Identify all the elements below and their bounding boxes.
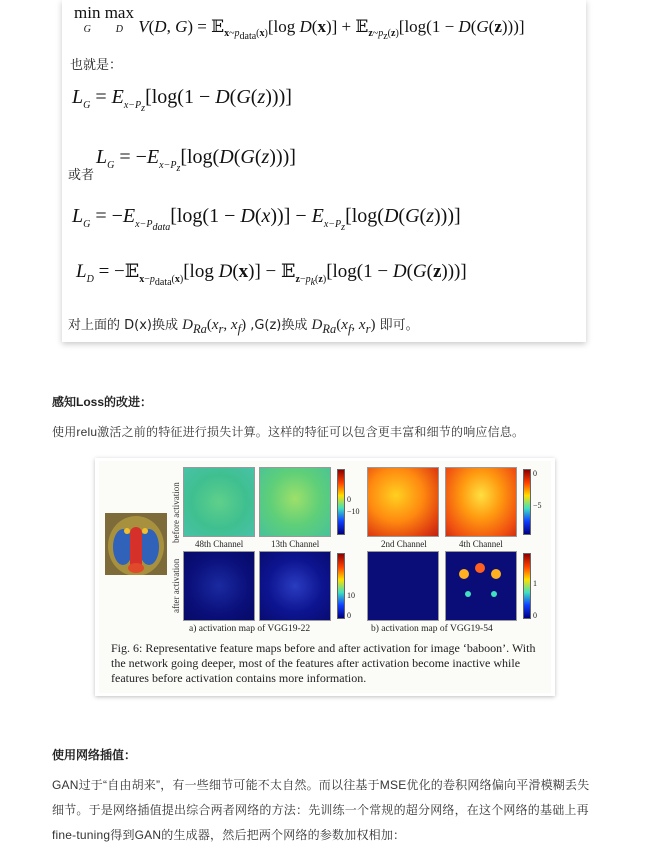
tick-a-top-1: −10	[347, 507, 360, 516]
also-text: 也就是：	[70, 58, 123, 73]
channel-label-4: 4th Channel	[459, 539, 503, 549]
ld-equation: $L_D$ = −𝔼$_{x-p_{data}(x)}$[log D(x)] − 𝔼$_{z-p_k(z)}$[log(1 − D(G(z)))]	[76, 261, 467, 288]
ra-pre-text: 对上面的 D(x)换成	[68, 318, 178, 333]
tile-a-after-48	[183, 551, 255, 621]
tick-a-bottom-1: 0	[347, 611, 351, 620]
tick-b-top-0: 0	[533, 469, 537, 478]
tick-b-bottom-1: 0	[533, 611, 537, 620]
tile-b-before-4	[445, 467, 517, 537]
dra-formula-1: $D_{Ra}(x_r$, $x_f$)	[182, 317, 247, 336]
lg-equation-2: $L_G = -E_{x-P_z}[\log(D(G(z)))]$	[96, 146, 296, 174]
tick-a-bottom-0: 10	[347, 591, 355, 600]
ra-mid-text: ,G(z)换成	[250, 318, 308, 333]
lg-equation-3: $L_G = -E_{x-P_{data}}[\log(1 - D(x))] - E_{x-P_z}[\log(D(G(z)))]$	[72, 205, 461, 233]
relativistic-line	[68, 314, 419, 337]
row-label-before: before activation	[171, 482, 181, 543]
equation-card	[62, 0, 586, 342]
section-heading-perceptual-loss: 感知Loss的改进：	[52, 395, 153, 409]
section-text-line-3: fine-tuning得到GAN的生成器，然后把两个网络的参数加权相加：	[52, 828, 406, 842]
subcaption-a: a) activation map of VGG19-22	[189, 624, 311, 634]
dra-formula-2: $D_{Ra}(x_f$, $x_r$)	[311, 317, 376, 336]
baboon-image	[105, 513, 167, 575]
or-text: 或者	[68, 168, 95, 183]
tick-a-top-0: 0	[347, 495, 351, 504]
section-text-perceptual-loss: 使用relu激活之前的特征进行损失计算。这样的特征可以包含更丰富和细节的响应信息。	[52, 425, 525, 439]
channel-label-48: 48th Channel	[195, 539, 244, 549]
section-text-line-1: GAN过于“自由胡来”，有一些细节可能不太自然。而以往基于MSE优化的卷积网络偏向平滑模糊丢失	[52, 778, 590, 792]
tile-b-after-2	[367, 551, 439, 621]
channel-label-13: 13th Channel	[271, 539, 320, 549]
channel-label-2: 2nd Channel	[381, 539, 427, 549]
tile-b-before-2	[367, 467, 439, 537]
minmax-equation: min G max D V(D, G) = 𝔼$_{x\sim p_{data}(x)}$[log D(x)] + 𝔼$_{z\sim p_z(z)}$[log(1 − D(G(z)))]	[74, 3, 525, 43]
row-label-after: after activation	[171, 558, 181, 613]
colorbar-b-bottom	[523, 553, 531, 619]
tile-a-after-13	[259, 551, 331, 621]
tick-b-top-1: −5	[533, 501, 542, 510]
section-text-line-2: 细节。于是网络插值提出综合两者网络的方法：先训练一个常规的超分网络，在这个网络的基础上再	[52, 803, 589, 817]
activation-spots	[446, 552, 516, 620]
colorbar-a-top	[337, 469, 345, 535]
lg-equation-1: $L_G = E_{x-P_z}[\log(1 - D(G(z)))]$	[72, 86, 292, 114]
ra-post-text: 即可。	[379, 318, 419, 333]
feature-map-figure	[95, 458, 555, 696]
tile-a-before-48	[183, 467, 255, 537]
colorbar-a-bottom	[337, 553, 345, 619]
tile-b-after-4	[445, 551, 517, 621]
subcaption-b: b) activation map of VGG19-54	[371, 624, 493, 634]
figure-caption: Fig. 6: Representative feature maps before and after activation for image ‘baboon’. With the network going deeper, most of the features after activation become inactive while features before activation contains more information.	[111, 641, 536, 685]
section-heading-network-interpolation: 使用网络插值：	[52, 748, 137, 762]
tick-b-bottom-0: 1	[533, 579, 537, 588]
tile-a-before-13	[259, 467, 331, 537]
colorbar-b-top	[523, 469, 531, 535]
